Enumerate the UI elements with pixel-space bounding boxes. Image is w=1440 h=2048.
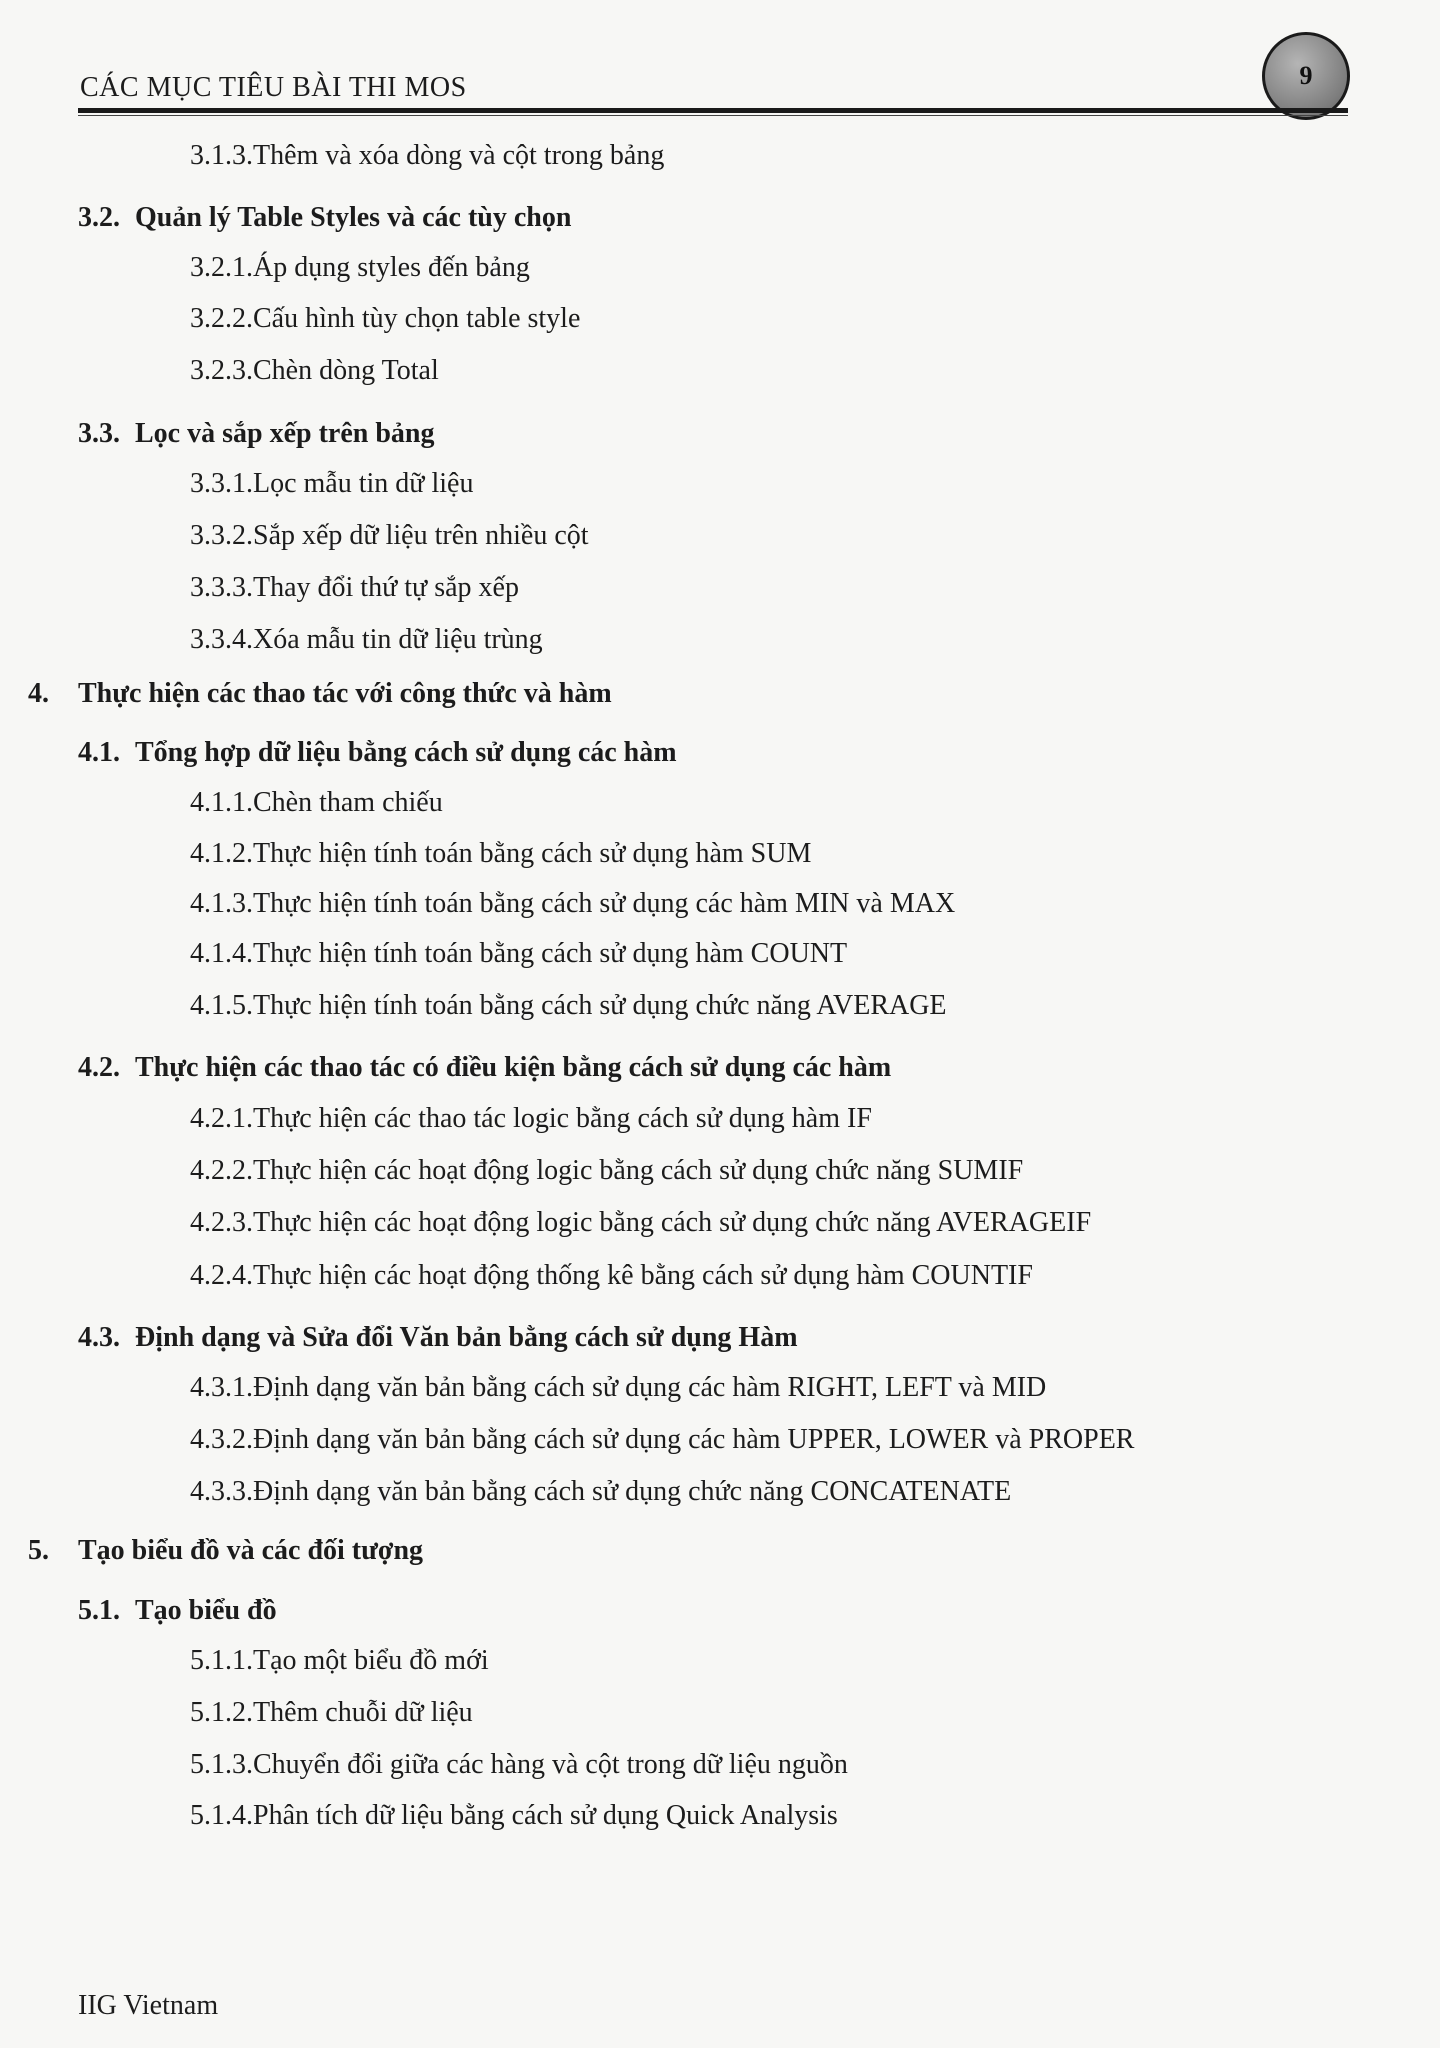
item-text: Thêm và xóa dòng và cột trong bảng — [253, 140, 665, 171]
item-number: 3.1.3. — [190, 140, 253, 171]
item-number: 5. — [28, 1535, 49, 1566]
item-text: Chuyển đổi giữa các hàng và cột trong dữ liệu nguồn — [253, 1749, 848, 1780]
item-text: Định dạng văn bản bằng cách sử dụng các hàm RIGHT, LEFT và MID — [253, 1372, 1047, 1403]
item-text: Thực hiện tính toán bằng cách sử dụng hàm COUNT — [253, 938, 848, 969]
item-text: Tổng hợp dữ liệu bằng cách sử dụng các hàm — [135, 737, 677, 768]
item-text: Thực hiện các thao tác logic bằng cách sử dụng hàm IF — [253, 1103, 872, 1134]
outline-item-level-2 — [78, 1322, 798, 1354]
item-text: Thực hiện tính toán bằng cách sử dụng các hàm MIN và MAX — [253, 888, 956, 919]
outline-item-level-3 — [190, 888, 955, 920]
item-number: 3.3. — [78, 418, 120, 449]
item-text: Thực hiện các thao tác có điều kiện bằng cách sử dụng các hàm — [135, 1052, 892, 1083]
outline-item-level-3 — [190, 1103, 872, 1135]
item-number: 4.3.3. — [190, 1476, 253, 1507]
item-text: Thay đổi thứ tự sắp xếp — [253, 572, 519, 603]
outline-item-level-3 — [190, 1749, 848, 1781]
outline-item-level-3 — [190, 252, 530, 284]
item-number: 4.1.1. — [190, 787, 253, 818]
item-text: Thực hiện các hoạt động logic bằng cách sử dụng chức năng SUMIF — [253, 1155, 1024, 1186]
item-number: 3.3.3. — [190, 572, 253, 603]
item-number: 3.2.1. — [190, 252, 253, 283]
outline-item-level-3 — [190, 838, 811, 870]
item-number: 4.1. — [78, 737, 120, 768]
item-number: 3.3.4. — [190, 624, 253, 655]
outline-item-level-3 — [190, 1155, 1023, 1187]
item-number: 4.2. — [78, 1052, 120, 1083]
item-text: Cấu hình tùy chọn table style — [253, 303, 581, 334]
outline-item-level-3 — [190, 1476, 1011, 1508]
item-number: 5.1. — [78, 1595, 120, 1626]
item-text: Xóa mẫu tin dữ liệu trùng — [253, 624, 543, 655]
item-number: 5.1.4. — [190, 1800, 253, 1831]
item-text: Định dạng và Sửa đổi Văn bản bằng cách sử dụng Hàm — [135, 1322, 798, 1353]
item-text: Thực hiện tính toán bằng cách sử dụng hàm SUM — [253, 838, 812, 869]
item-number: 4.2.1. — [190, 1103, 253, 1134]
footer-publisher: IIG Vietnam — [78, 1990, 219, 2021]
item-number: 3.2.3. — [190, 355, 253, 386]
item-text: Chèn dòng Total — [253, 355, 439, 386]
outline-item-level-3 — [190, 468, 473, 500]
item-number: 4.2.3. — [190, 1207, 253, 1238]
item-number: 4.2.4. — [190, 1260, 253, 1291]
item-number: 4. — [28, 678, 49, 709]
outline-item-level-2 — [78, 418, 434, 450]
item-text: Quản lý Table Styles và các tùy chọn — [135, 202, 572, 233]
item-text: Lọc và sắp xếp trên bảng — [135, 418, 435, 449]
outline-item-level-3 — [190, 520, 589, 552]
outline-item-level-3 — [190, 1424, 1134, 1456]
item-text: Tạo một biểu đồ mới — [253, 1645, 489, 1676]
item-text: Áp dụng styles đến bảng — [253, 252, 530, 283]
item-text: Tạo biểu đồ và các đối tượng — [78, 1535, 424, 1566]
outline-item-level-1 — [28, 678, 612, 710]
outline-item-level-3 — [190, 1645, 489, 1677]
item-text: Chèn tham chiếu — [253, 787, 443, 818]
page-number: 9 — [1299, 61, 1313, 90]
outline-item-level-3 — [190, 938, 847, 970]
item-text: Thực hiện các hoạt động thống kê bằng cách sử dụng hàm COUNTIF — [253, 1260, 1033, 1291]
item-number: 4.1.4. — [190, 938, 253, 969]
outline-item-level-3 — [190, 355, 439, 387]
item-number: 4.1.5. — [190, 990, 253, 1021]
page-number-badge — [1262, 32, 1350, 120]
item-number: 5.1.3. — [190, 1749, 253, 1780]
item-number: 3.2.2. — [190, 303, 253, 334]
outline-item-level-3 — [190, 1207, 1091, 1239]
outline-item-level-3 — [190, 1372, 1046, 1404]
running-header-title: CÁC MỤC TIÊU BÀI THI MOS — [80, 72, 467, 103]
item-text: Định dạng văn bản bằng cách sử dụng chức năng CONCATENATE — [253, 1476, 1012, 1507]
item-number: 4.1.3. — [190, 888, 253, 919]
outline-item-level-3 — [190, 1800, 838, 1832]
outline-item-level-3 — [190, 990, 947, 1022]
item-number: 3.3.1. — [190, 468, 253, 499]
item-number: 5.1.2. — [190, 1697, 253, 1728]
item-text: Thực hiện tính toán bằng cách sử dụng chức năng AVERAGE — [253, 990, 947, 1021]
header-rule — [78, 108, 1348, 113]
item-text: Thực hiện các hoạt động logic bằng cách sử dụng chức năng AVERAGEIF — [253, 1207, 1092, 1238]
outline-item-level-3 — [190, 624, 543, 656]
header-rule-thin — [78, 115, 1348, 116]
outline-item-level-2 — [78, 1595, 277, 1627]
item-text: Thêm chuỗi dữ liệu — [253, 1697, 473, 1728]
outline-item-level-3 — [190, 1260, 1033, 1292]
item-number: 3.2. — [78, 202, 120, 233]
item-number: 4.3.1. — [190, 1372, 253, 1403]
item-number: 4.3.2. — [190, 1424, 253, 1455]
item-text: Lọc mẫu tin dữ liệu — [253, 468, 474, 499]
outline-item-level-2 — [78, 202, 571, 234]
outline-item-level-3 — [190, 787, 443, 819]
item-text: Định dạng văn bản bằng cách sử dụng các hàm UPPER, LOWER và PROPER — [253, 1424, 1135, 1455]
outline-item-level-3 — [190, 303, 580, 335]
item-number: 4.1.2. — [190, 838, 253, 869]
outline-item-level-3 — [190, 1697, 473, 1729]
outline-item-level-2 — [78, 737, 677, 769]
item-number: 4.3. — [78, 1322, 120, 1353]
outline-item-level-3 — [190, 140, 664, 172]
outline-item-level-2 — [78, 1052, 891, 1084]
item-text: Thực hiện các thao tác với công thức và hàm — [78, 678, 612, 709]
outline-item-level-3 — [190, 572, 519, 604]
item-number: 4.2.2. — [190, 1155, 253, 1186]
item-text: Phân tích dữ liệu bằng cách sử dụng Quick Analysis — [253, 1800, 838, 1831]
item-number: 3.3.2. — [190, 520, 253, 551]
item-number: 5.1.1. — [190, 1645, 253, 1676]
item-text: Tạo biểu đồ — [135, 1595, 277, 1626]
outline-item-level-1 — [28, 1535, 423, 1567]
item-text: Sắp xếp dữ liệu trên nhiều cột — [253, 520, 589, 551]
